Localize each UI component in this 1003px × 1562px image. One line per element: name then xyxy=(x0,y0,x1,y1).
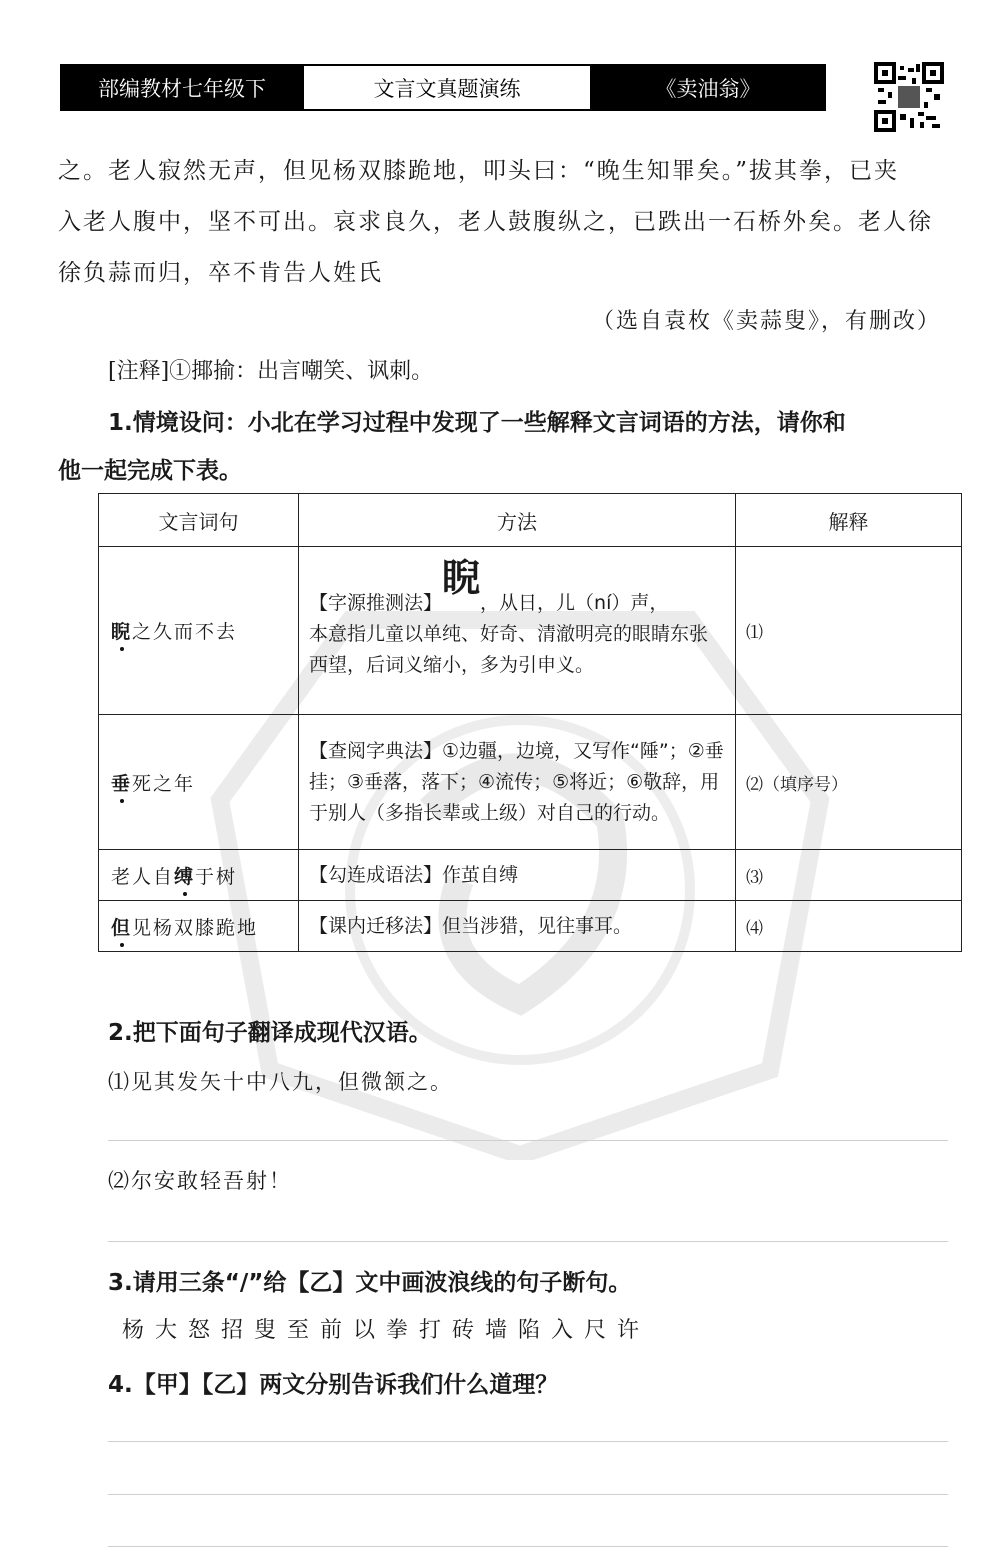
lesson-title: 《卖油翁》 xyxy=(592,66,824,109)
seal-script-char: 睨 xyxy=(442,555,481,600)
answer-line[interactable] xyxy=(108,1546,948,1547)
table-header-cell: 方法 xyxy=(299,494,736,547)
method-cell xyxy=(299,715,736,850)
q2-sentence-2: ⑵尔安敢轻吾射！ xyxy=(108,1169,292,1193)
phrase-rest: 于树 xyxy=(195,865,238,888)
section-title: 文言文真题演练 xyxy=(302,66,592,109)
phrase-cell xyxy=(99,547,299,715)
answer-cell[interactable]: ⑶ xyxy=(736,850,962,901)
method-text: ①边疆，边境，又写作“陲”；②垂挂；③垂落，落下；④流传；⑤将近；⑥敬辞，用于别人（多指长辈或上级）对自己的行动。 xyxy=(309,739,724,824)
table-header-row xyxy=(99,494,962,547)
table-row xyxy=(99,715,962,850)
method-text: 作茧自缚 xyxy=(442,863,519,886)
method-text: 但当涉猎，见往事耳。 xyxy=(442,914,633,937)
phrase-cell xyxy=(99,715,299,850)
table-row xyxy=(99,901,962,952)
method-cell xyxy=(299,850,736,901)
answer-line[interactable] xyxy=(108,1494,948,1495)
qr-code-icon xyxy=(874,62,944,132)
q2-prompt: 2.把下面句子翻译成现代汉语。 xyxy=(108,1020,432,1046)
vocab-table xyxy=(98,493,962,952)
grade-label: 部编教材七年级下 xyxy=(62,66,302,109)
table-header-cell: 文言词句 xyxy=(99,494,299,547)
passage-source: （选自袁枚《卖蒜叟》，有删改） xyxy=(591,309,941,334)
q1-prompt-line-2: 他一起完成下表。 xyxy=(58,458,242,484)
key-word: 但 xyxy=(111,916,133,939)
q2-sentence-1: ⑴见其发矢十中八九，但微颔之。 xyxy=(108,1070,453,1094)
key-word: 垂 xyxy=(111,772,133,795)
passage-note: [注释]①揶揄：出言嘲笑、讽刺。 xyxy=(108,359,434,384)
phrase-prefix: 老人自 xyxy=(111,865,175,888)
method-tag: 【勾连成语法】 xyxy=(309,863,443,886)
q4-prompt: 4.【甲】【乙】两文分别告诉我们什么道理？ xyxy=(108,1372,559,1398)
phrase-cell xyxy=(99,901,299,952)
passage-line-3: 徐负蒜而归，卒不肯告人姓氏 xyxy=(58,260,383,286)
answer-line[interactable] xyxy=(108,1241,948,1242)
passage-line-1: 之。老人寂然无声，但见杨双膝跪地，叩头曰：“晚生知罪矣。”拔其拳，已夹 xyxy=(58,158,900,184)
phrase-cell xyxy=(99,850,299,901)
table-header-cell: 解释 xyxy=(736,494,962,547)
phrase-rest: 见杨双膝跪地 xyxy=(132,916,259,939)
phrase-rest: 死之年 xyxy=(132,772,196,795)
answer-cell[interactable]: ⑷ xyxy=(736,901,962,952)
method-tag: 【查阅字典法】 xyxy=(309,739,443,762)
method-cell xyxy=(299,901,736,952)
key-word: 缚 xyxy=(174,865,196,888)
method-tag: 【字源推测法】 xyxy=(309,591,443,614)
method-text: ，从日，儿（ní）声， xyxy=(480,591,669,614)
q1-prompt-line-1: 1.情境设问：小北在学习过程中发现了一些解释文言词语的方法，请你和 xyxy=(108,410,846,436)
passage-line-2: 入老人腹中，坚不可出。哀求良久，老人鼓腹纵之，已跌出一石桥外矣。老人徐 xyxy=(58,209,933,235)
phrase-rest: 之久而不去 xyxy=(132,621,238,643)
answer-line[interactable] xyxy=(108,1441,948,1442)
answer-cell[interactable]: ⑵（填序号） xyxy=(736,715,962,850)
q3-prompt: 3.请用三条“/”给【乙】文中画波浪线的句子断句。 xyxy=(108,1270,632,1296)
answer-line[interactable] xyxy=(108,1140,948,1141)
table-row xyxy=(99,547,962,715)
answer-cell[interactable]: ⑴ xyxy=(736,547,962,715)
table-row xyxy=(99,850,962,901)
method-tag: 【课内迁移法】 xyxy=(309,914,443,937)
q3-sentence[interactable]: 杨大怒招叟至前以拳打砖墙陷入尺许 xyxy=(122,1318,651,1343)
key-word: 睨 xyxy=(111,621,133,643)
method-cell xyxy=(299,547,736,715)
header-bar xyxy=(60,64,826,111)
method-text: 本意指儿童以单纯、好奇、清澈明亮的眼睛东张西望，后词义缩小，多为引申义。 xyxy=(309,622,709,676)
